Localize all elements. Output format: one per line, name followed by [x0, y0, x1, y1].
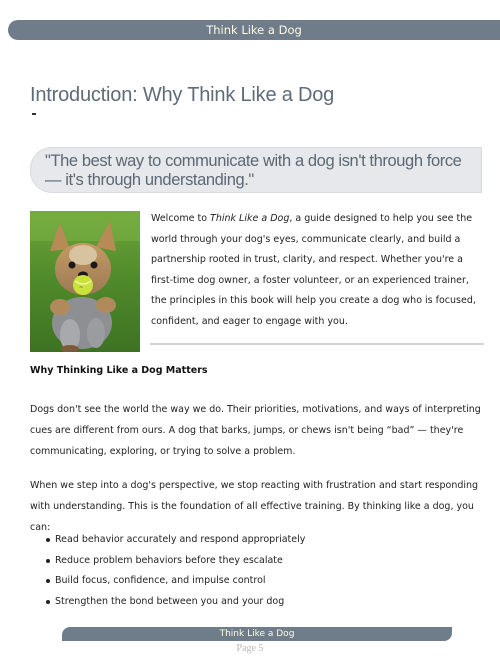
pull-quote [30, 147, 482, 193]
bullet-icon [46, 538, 50, 542]
intro-rest: , a guide designed to help you see the world through your dog's eyes, communicate clearly, and build a partnership rooted in trust, clarity, and respect. Whether you're a first-time dog owner, a foster volunteer, or an experienced trainer, the principles in this book will help you create a dog who is focused, confident, and eager to engage with you. [151, 213, 476, 327]
benefit-list [30, 530, 470, 612]
bullet-icon [46, 600, 50, 604]
section-heading: Why Thinking Like a Dog Matters [30, 365, 208, 376]
list-item-text: Build focus, confidence, and impulse control [55, 575, 266, 586]
book-title: Think Like a Dog [210, 213, 290, 224]
list-item-text: Strengthen the bond between you and your dog [55, 595, 285, 607]
dog-photo [30, 211, 140, 352]
divider [150, 343, 484, 345]
list-item [30, 551, 470, 572]
body-paragraph: When we step into a dog's perspective, we stop reacting with frustration and start responding with understanding. This is the foundation of all effective training. By thinking like a dog, you can: [30, 480, 479, 533]
list-item [30, 571, 470, 592]
list-item [30, 592, 470, 613]
svg-text:~: ~ [79, 285, 84, 291]
decorative-tick [32, 113, 36, 115]
bullet-icon [46, 579, 50, 583]
chapter-title: Introduction: Why Think Like a Dog [30, 84, 335, 106]
list-item [30, 530, 470, 551]
body-paragraph: Dogs don't see the world the way we do. Their priorities, motivations, and ways of interpreting cues are different from ours. A dog that barks, jumps, or chews isn't being “bad” — they're communicating, exploring, or trying to solve a problem. [30, 404, 481, 457]
intro-paragraph [151, 209, 481, 333]
list-item-text: Read behavior accurately and respond appropriately [55, 534, 306, 545]
intro-lead: Welcome to [151, 213, 211, 224]
footer-band: Think Like a Dog [62, 627, 452, 641]
pull-quote-text: "The best way to communicate with a dog isn't through force — it's through understanding." [45, 152, 462, 189]
header-band: Think Like a Dog [8, 20, 500, 40]
bullet-icon [46, 559, 50, 563]
list-item-text: Reduce problem behaviors before they escalate [55, 554, 283, 566]
page-number: Page 5 [236, 643, 264, 654]
